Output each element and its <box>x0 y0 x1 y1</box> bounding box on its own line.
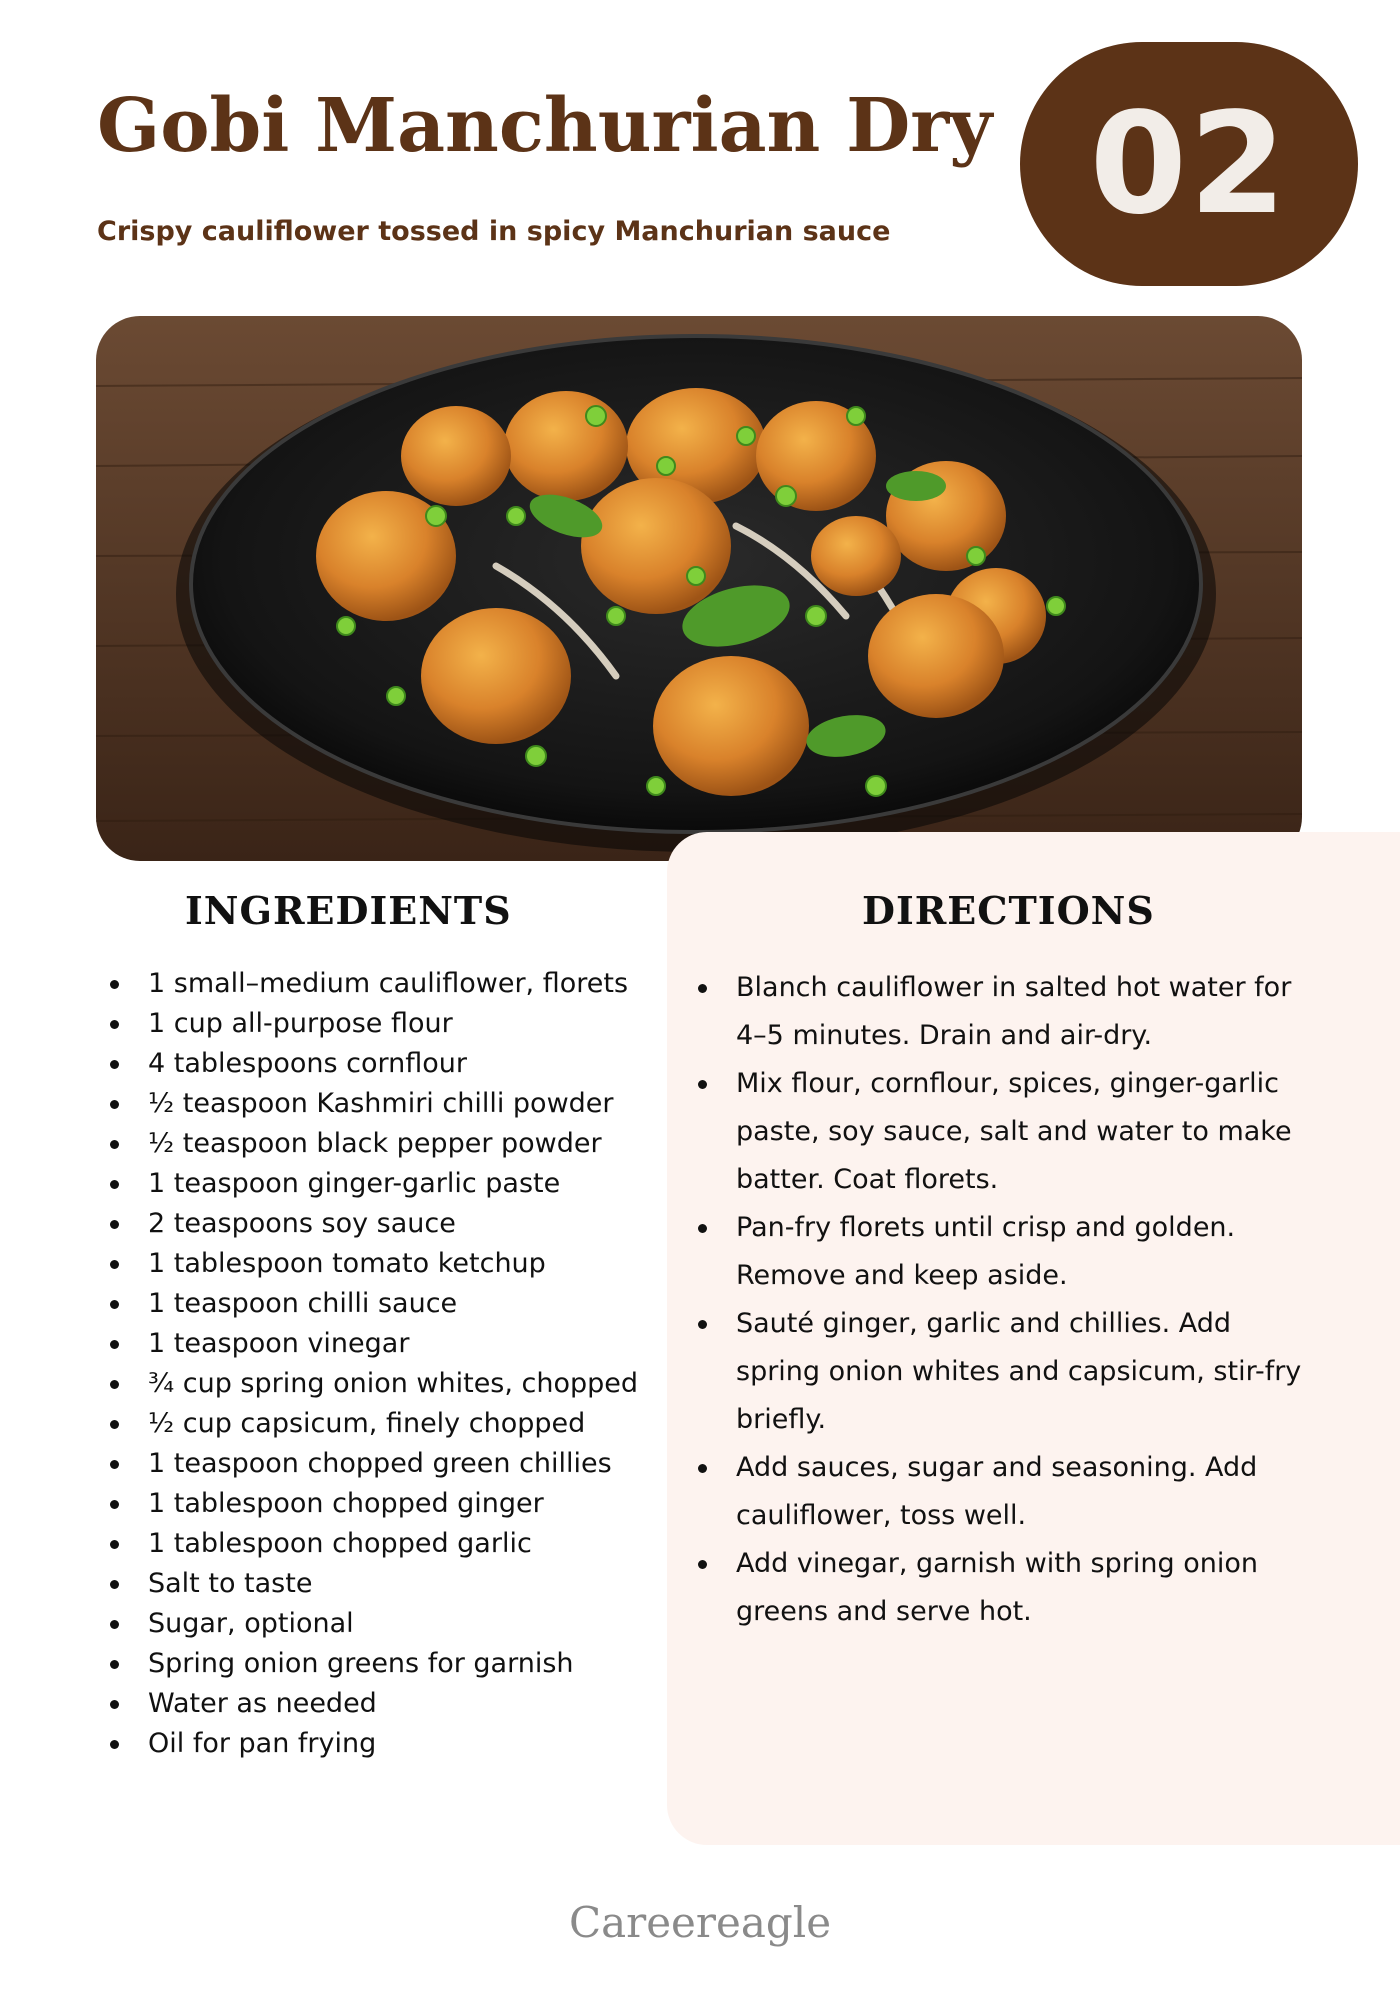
direction-step: Add sauces, sugar and seasoning. Add cauliflower, toss well. <box>692 1444 1322 1540</box>
footer-brand: Careereagle <box>568 1898 832 1947</box>
recipe-number: 02 <box>1089 82 1289 246</box>
direction-step: Sauté ginger, garlic and chillies. Add spring onion whites and capsicum, stir-fry briefly. <box>692 1300 1322 1444</box>
recipe-subtitle: Crispy cauliflower tossed in spicy Manchurian sauce <box>97 216 891 247</box>
ingredient-item: Water as needed <box>104 1684 642 1724</box>
direction-step: Blanch cauliflower in salted hot water for 4–5 minutes. Drain and air-dry. <box>692 964 1322 1060</box>
ingredients-heading: INGREDIENTS <box>185 888 512 933</box>
ingredient-item: 1 small–medium cauliflower, florets <box>104 964 642 1004</box>
recipe-number-badge <box>1020 42 1358 286</box>
ingredient-item: 1 tablespoon chopped ginger <box>104 1484 642 1524</box>
direction-step: Mix flour, cornflour, spices, ginger-garlic paste, soy sauce, salt and water to make batter. Coat florets. <box>692 1060 1322 1204</box>
direction-step: Pan-fry florets until crisp and golden. Remove and keep aside. <box>692 1204 1322 1300</box>
ingredient-item: 1 teaspoon vinegar <box>104 1324 642 1364</box>
dish-photo <box>96 316 1302 861</box>
ingredient-item: 2 teaspoons soy sauce <box>104 1204 642 1244</box>
ingredient-item: Spring onion greens for garnish <box>104 1644 642 1684</box>
ingredient-item: Oil for pan frying <box>104 1724 642 1764</box>
ingredient-item: 4 tablespoons cornflour <box>104 1044 642 1084</box>
ingredients-list <box>104 964 642 1764</box>
ingredient-item: Sugar, optional <box>104 1604 642 1644</box>
ingredient-item: 1 tablespoon tomato ketchup <box>104 1244 642 1284</box>
recipe-title: Gobi Manchurian Dry <box>97 83 993 169</box>
ingredient-item: ½ cup capsicum, finely chopped <box>104 1404 642 1444</box>
ingredient-item: Salt to taste <box>104 1564 642 1604</box>
ingredient-item: ¾ cup spring onion whites, chopped <box>104 1364 642 1404</box>
direction-step: Add vinegar, garnish with spring onion greens and serve hot. <box>692 1540 1322 1636</box>
ingredient-item: ½ teaspoon black pepper powder <box>104 1124 642 1164</box>
ingredient-item: ½ teaspoon Kashmiri chilli powder <box>104 1084 642 1124</box>
ingredient-item: 1 cup all-purpose flour <box>104 1004 642 1044</box>
directions-list <box>692 964 1322 1636</box>
ingredient-item: 1 teaspoon chopped green chillies <box>104 1444 642 1484</box>
ingredient-item: 1 tablespoon chopped garlic <box>104 1524 642 1564</box>
ingredient-item: 1 teaspoon ginger-garlic paste <box>104 1164 642 1204</box>
directions-heading: DIRECTIONS <box>862 888 1155 933</box>
ingredient-item: 1 teaspoon chilli sauce <box>104 1284 642 1324</box>
